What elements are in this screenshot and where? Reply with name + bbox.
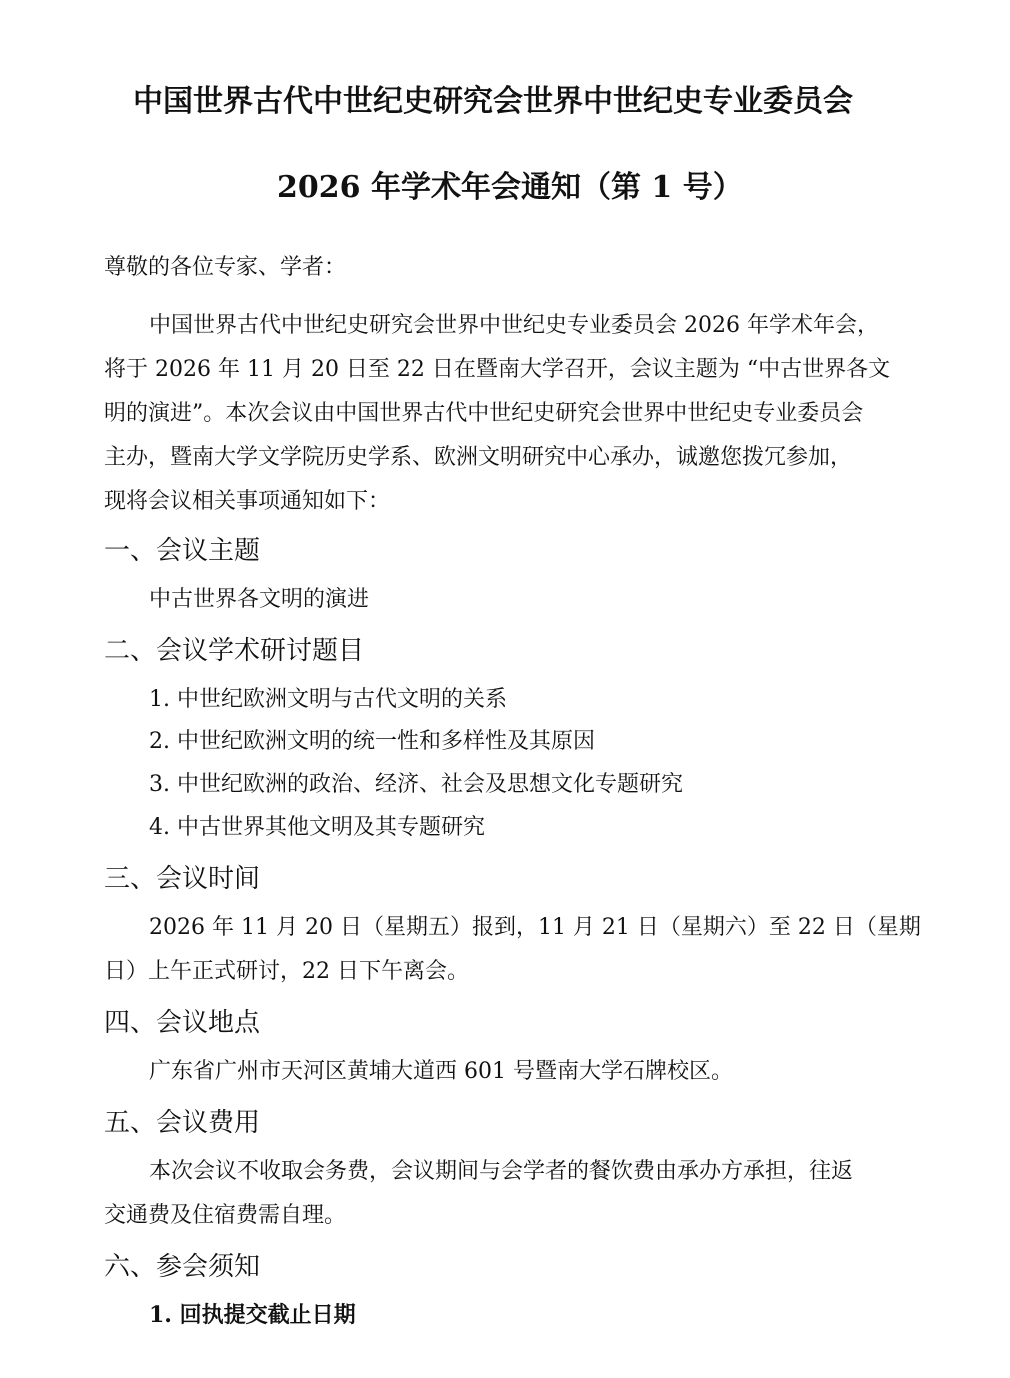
section-heading-6: 六、参会须知 [104,1252,261,1282]
section-heading-1: 一、会议主题 [104,536,261,566]
section-heading-2: 二、会议学术研讨题目 [104,636,365,666]
subheading-deadline: 1. 回执提交截止日期 [149,1302,356,1328]
section-heading-5: 五、会议费用 [104,1108,261,1138]
intro-line: 中国世界古代中世纪史研究会世界中世纪史专业委员会 2026 年学术年会， [149,313,879,338]
section-heading-4: 四、会议地点 [104,1008,261,1038]
title-line-2: 2026 年学术年会通知（第 1 号） [277,170,743,205]
salutation: 尊敬的各位专家、学者： [104,255,347,280]
intro-line: 现将会议相关事项通知如下： [104,489,391,514]
topic-item-2: 2. 中世纪欧洲文明的统一性和多样性及其原因 [149,729,595,754]
section-3-text: 日）上午正式研讨，22 日下午离会。 [104,959,469,984]
section-3-text: 2026 年 11 月 20 日（星期五）报到，11 月 21 日（星期六）至 22 日（星期 [149,915,921,940]
section-1-text: 中古世界各文明的演进 [149,587,370,612]
topic-item-1: 1. 中世纪欧洲文明与古代文明的关系 [149,687,507,712]
intro-line: 主办，暨南大学文学院历史学系、欧洲文明研究中心承办，诚邀您拨冗参加， [104,445,853,470]
title-line-1: 中国世界古代中世纪史研究会世界中世纪史专业委员会 [133,84,853,119]
section-5-text: 本次会议不收取会务费，会议期间与会学者的餐饮费由承办方承担，往返 [149,1159,854,1184]
topic-item-4: 4. 中古世界其他文明及其专题研究 [149,815,485,840]
section-heading-3: 三、会议时间 [104,864,261,894]
intro-line: 将于 2026 年 11 月 20 日至 22 日在暨南大学召开，会议主题为 “中古世界各文 [104,357,891,382]
topic-item-3: 3. 中世纪欧洲的政治、经济、社会及思想文化专题研究 [149,772,683,797]
section-4-text: 广东省广州市天河区黄埔大道西 601 号暨南大学石牌校区。 [149,1059,733,1084]
section-5-text: 交通费及住宿费需自理。 [104,1203,347,1228]
intro-line: 明的演进”。本次会议由中国世界古代中世纪史研究会世界中世纪史专业委员会 [104,401,864,426]
